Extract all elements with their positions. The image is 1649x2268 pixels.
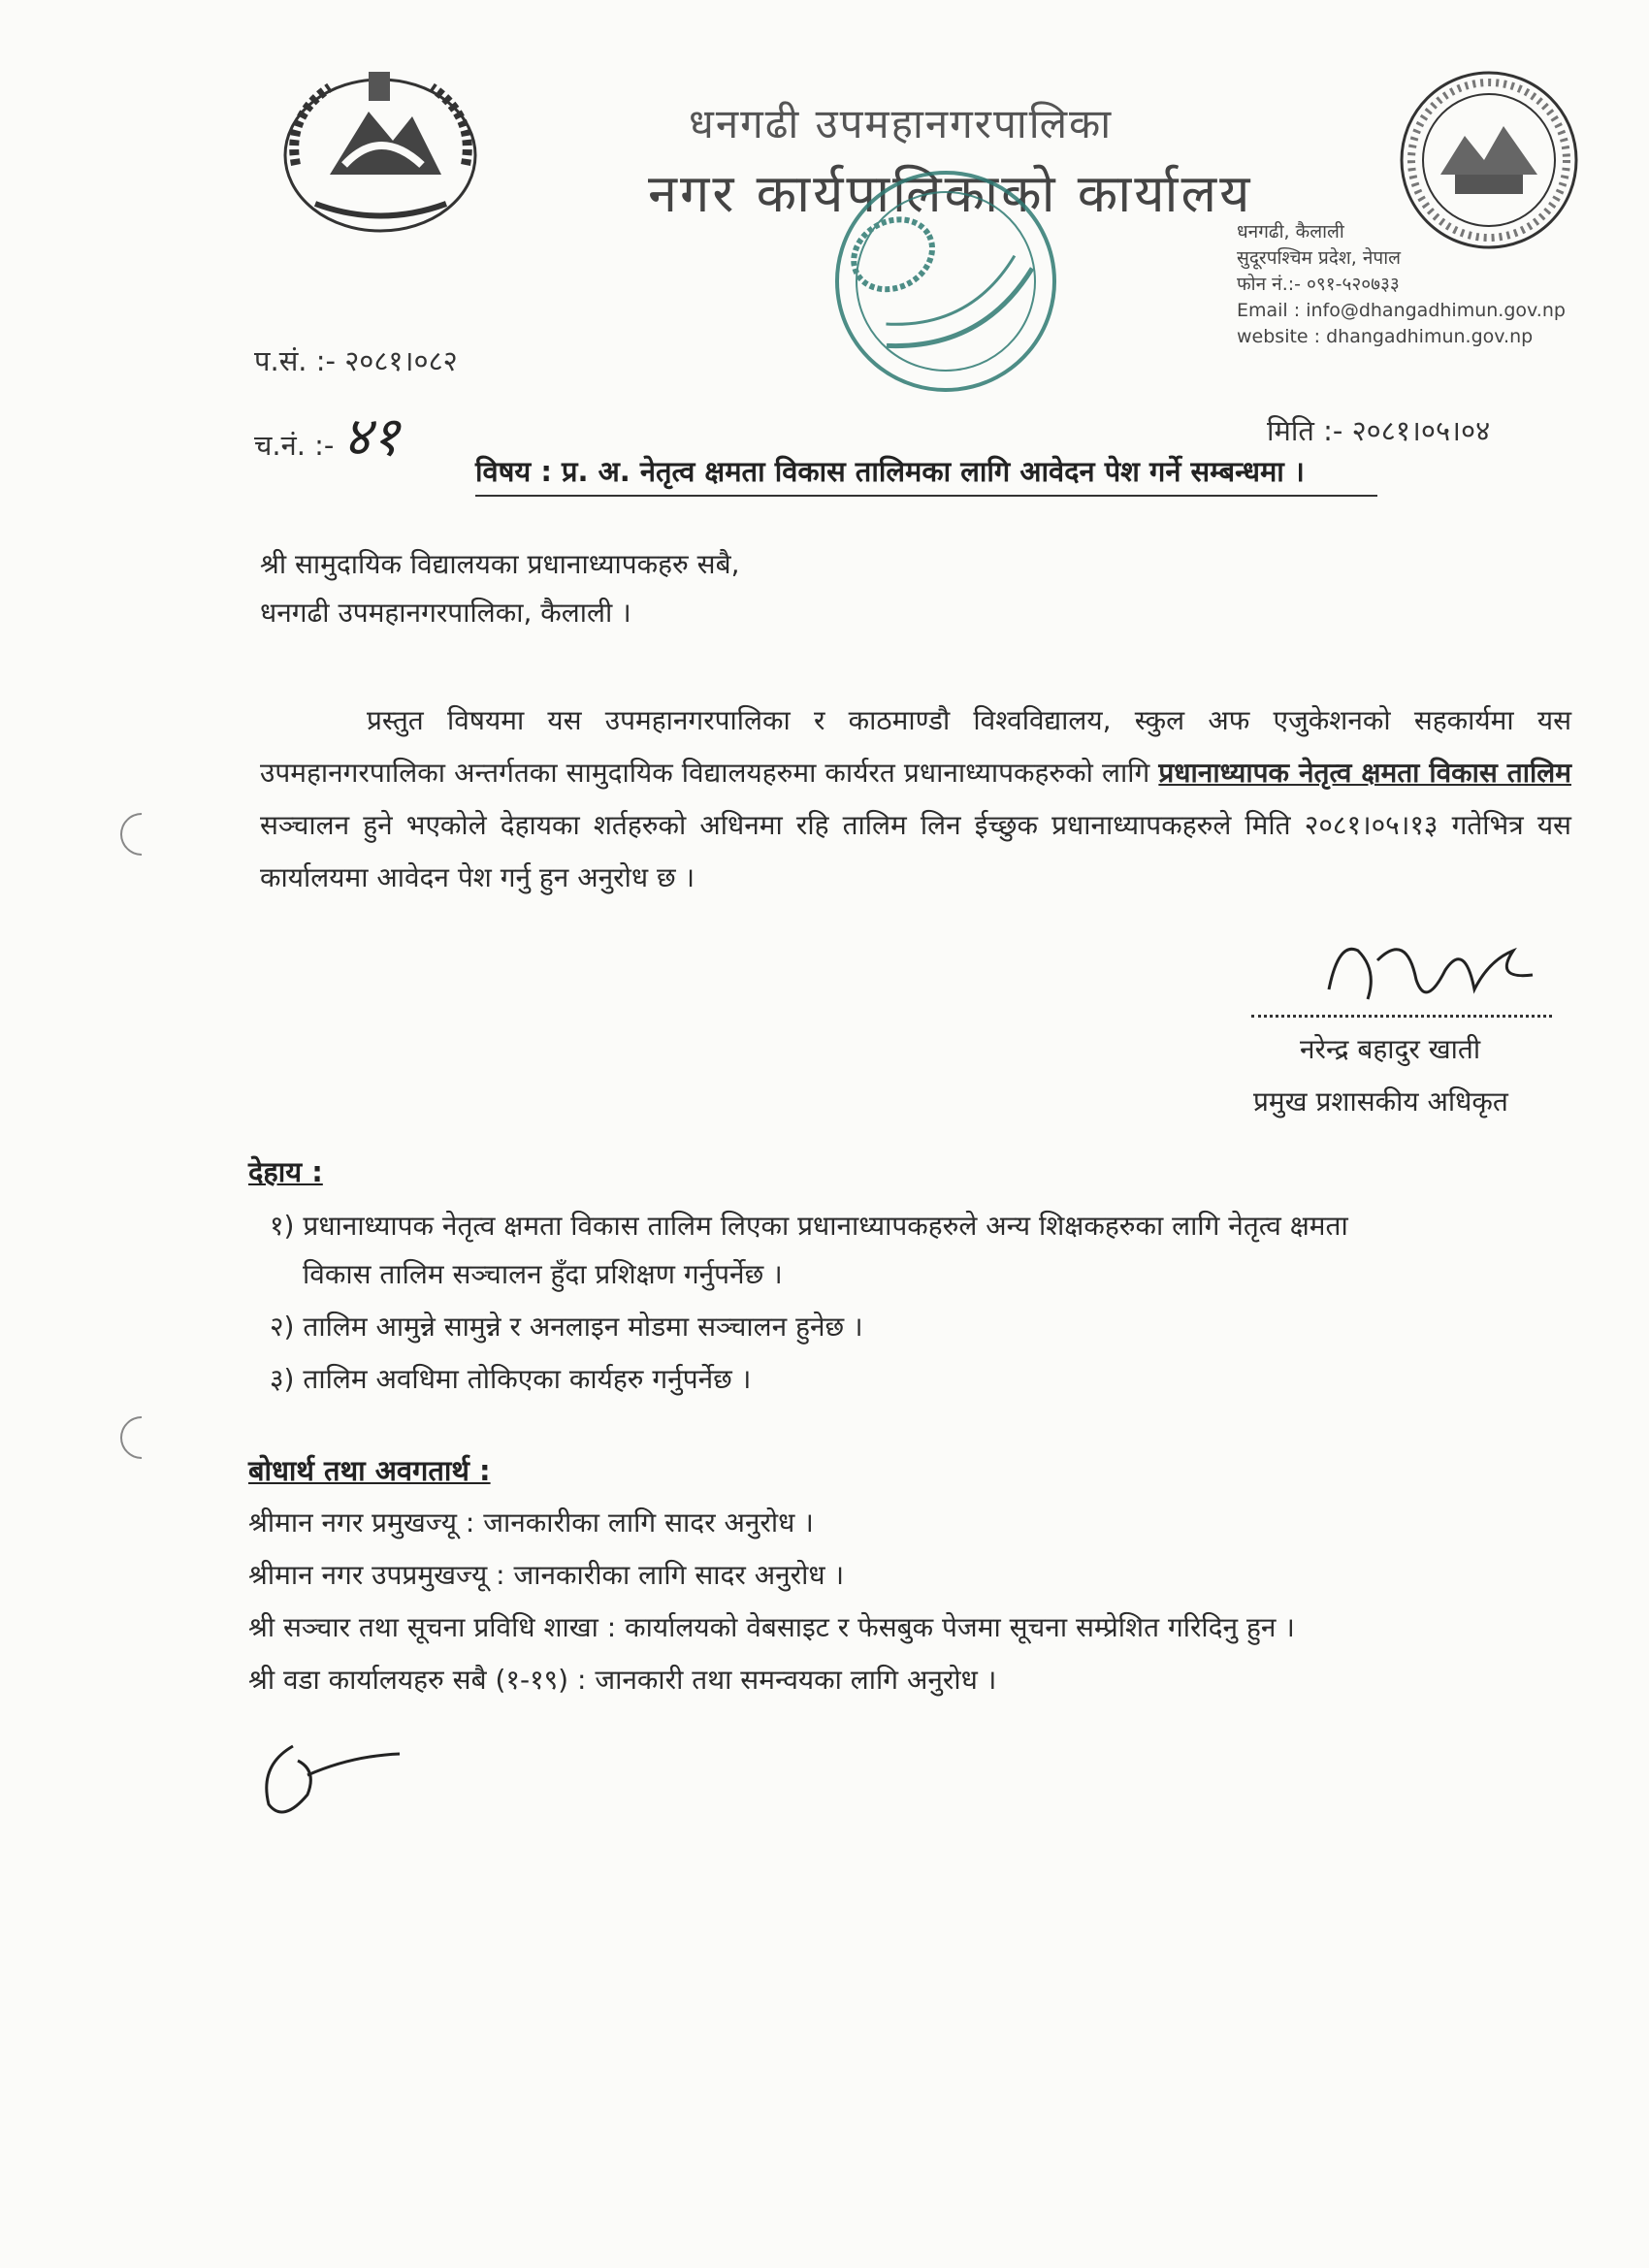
training-name: प्रधानाध्यापक नेतृत्व क्षमता विकास तालिम bbox=[1158, 757, 1571, 789]
letter-date bbox=[1267, 411, 1490, 449]
subject-underline bbox=[475, 495, 1377, 497]
condition-item: २) तालिम आमुन्ने सामुन्ने र अनलाइन मोडमा सञ्चालन हुनेछ । bbox=[270, 1311, 863, 1343]
municipality-name: धनगढी उपमहानगरपालिका bbox=[689, 100, 1114, 147]
signatory-name: नरेन्द्र बहादुर खाती bbox=[1300, 1033, 1481, 1065]
punch-hole-mark bbox=[112, 1408, 172, 1468]
cc-item: श्री वडा कार्यालयहरु सबै (१-१९) : जानकारी तथा समन्वयका लागि अनुरोध । bbox=[248, 1664, 997, 1696]
letter-number-label: प.सं. :- bbox=[254, 344, 336, 377]
initials-icon bbox=[254, 1727, 419, 1824]
body-text-2: सञ्चालन हुने भएकोले देहायका शर्तहरुको अधिनमा रहि तालिम लिन ईच्छुक प्रधानाध्यापकहरुले मिति २०८१।०५।१३ गतेभित्र यस कार्यालयमा आवेदन पेश गर्नु हुन अनुरोध छ । bbox=[260, 809, 1571, 893]
cc-item: श्रीमान नगर प्रमुखज्यू : जानकारीका लागि सादर अनुरोध । bbox=[248, 1507, 814, 1539]
recipient-line-1: श्री सामुदायिक विद्यालयका प्रधानाध्यापकहरु सबै, bbox=[260, 548, 740, 580]
address-city: धनगढी, कैलाली bbox=[1237, 221, 1344, 243]
date-label: मिति :- bbox=[1267, 414, 1343, 447]
address-province: सुदूरपश्चिम प्रदेश, नेपाल bbox=[1237, 247, 1401, 269]
punch-hole-mark bbox=[112, 804, 172, 864]
condition-item: १) प्रधानाध्यापक नेतृत्व क्षमता विकास तालिम लिएका प्रधानाध्यापकहरुले अन्य शिक्षकहरुका लागि नेतृत्व क्षमता bbox=[270, 1210, 1348, 1242]
subject-line: विषय : प्र. अ. नेतृत्व क्षमता विकास तालिमका लागि आवेदन पेश गर्ने सम्बन्धमा । bbox=[475, 455, 1305, 488]
contact-block bbox=[1237, 219, 1566, 350]
body-text-1: प्रस्तुत विषयमा यस उपमहानगरपालिका र काठमाण्डौ विश्वविद्यालय, स्कुल अफ एजुकेशनको सहकार्यमा यस उपमहानगरपालिका अन्तर्गतका सामुदायिक विद्यालयहरुमा कार्यरत प्रधानाध्यापकहरुको लागि bbox=[260, 704, 1571, 789]
signature-line bbox=[1251, 1015, 1552, 1018]
body-paragraph bbox=[260, 695, 1571, 904]
date-value: २०८१।०५।०४ bbox=[1351, 414, 1491, 447]
letter-number bbox=[254, 341, 458, 379]
signature-icon bbox=[1319, 922, 1542, 1019]
recipient-line-2: धनगढी उपमहानगरपालिका, कैलाली । bbox=[260, 597, 631, 629]
condition-item: ३) तालिम अवधिमा तोकिएका कार्यहरु गर्नुपर्नेछ । bbox=[270, 1363, 752, 1395]
cc-item: श्रीमान नगर उपप्रमुखज्यू : जानकारीका लागि सादर अनुरोध । bbox=[248, 1559, 845, 1591]
office-stamp-icon bbox=[805, 155, 1086, 407]
cc-item: श्री सञ्चार तथा सूचना प्रविधि शाखा : कार्यालयको वेबसाइट र फेसबुक पेजमा सूचना सम्प्रेशित गरिदिनु हुन । bbox=[248, 1611, 1295, 1643]
dispatch-number-label: च.नं. :- bbox=[254, 429, 335, 462]
cc-heading: बोधार्थ तथा अवगतार्थ : bbox=[248, 1454, 491, 1487]
email: Email : info@dhangadhimun.gov.np bbox=[1237, 300, 1566, 321]
condition-item-continuation: विकास तालिम सञ्चालन हुँदा प्रशिक्षण गर्नुपर्नेछ । bbox=[303, 1258, 783, 1290]
dispatch-number-value: ४१ bbox=[342, 405, 400, 469]
signatory-title: प्रमुख प्रशासकीय अधिकृत bbox=[1253, 1085, 1508, 1118]
letter-number-value: २०८१।०८२ bbox=[344, 344, 458, 377]
dispatch-number bbox=[254, 398, 400, 471]
conditions-heading: देहाय : bbox=[248, 1155, 323, 1188]
office-name: नगर कार्यपालिकाको कार्यालय bbox=[648, 163, 1253, 224]
phone-number: फोन नं.:- ०९१-५२०७३३ bbox=[1237, 274, 1400, 295]
website: website : dhangadhimun.gov.np bbox=[1237, 326, 1534, 347]
nepal-emblem-icon bbox=[276, 58, 485, 238]
